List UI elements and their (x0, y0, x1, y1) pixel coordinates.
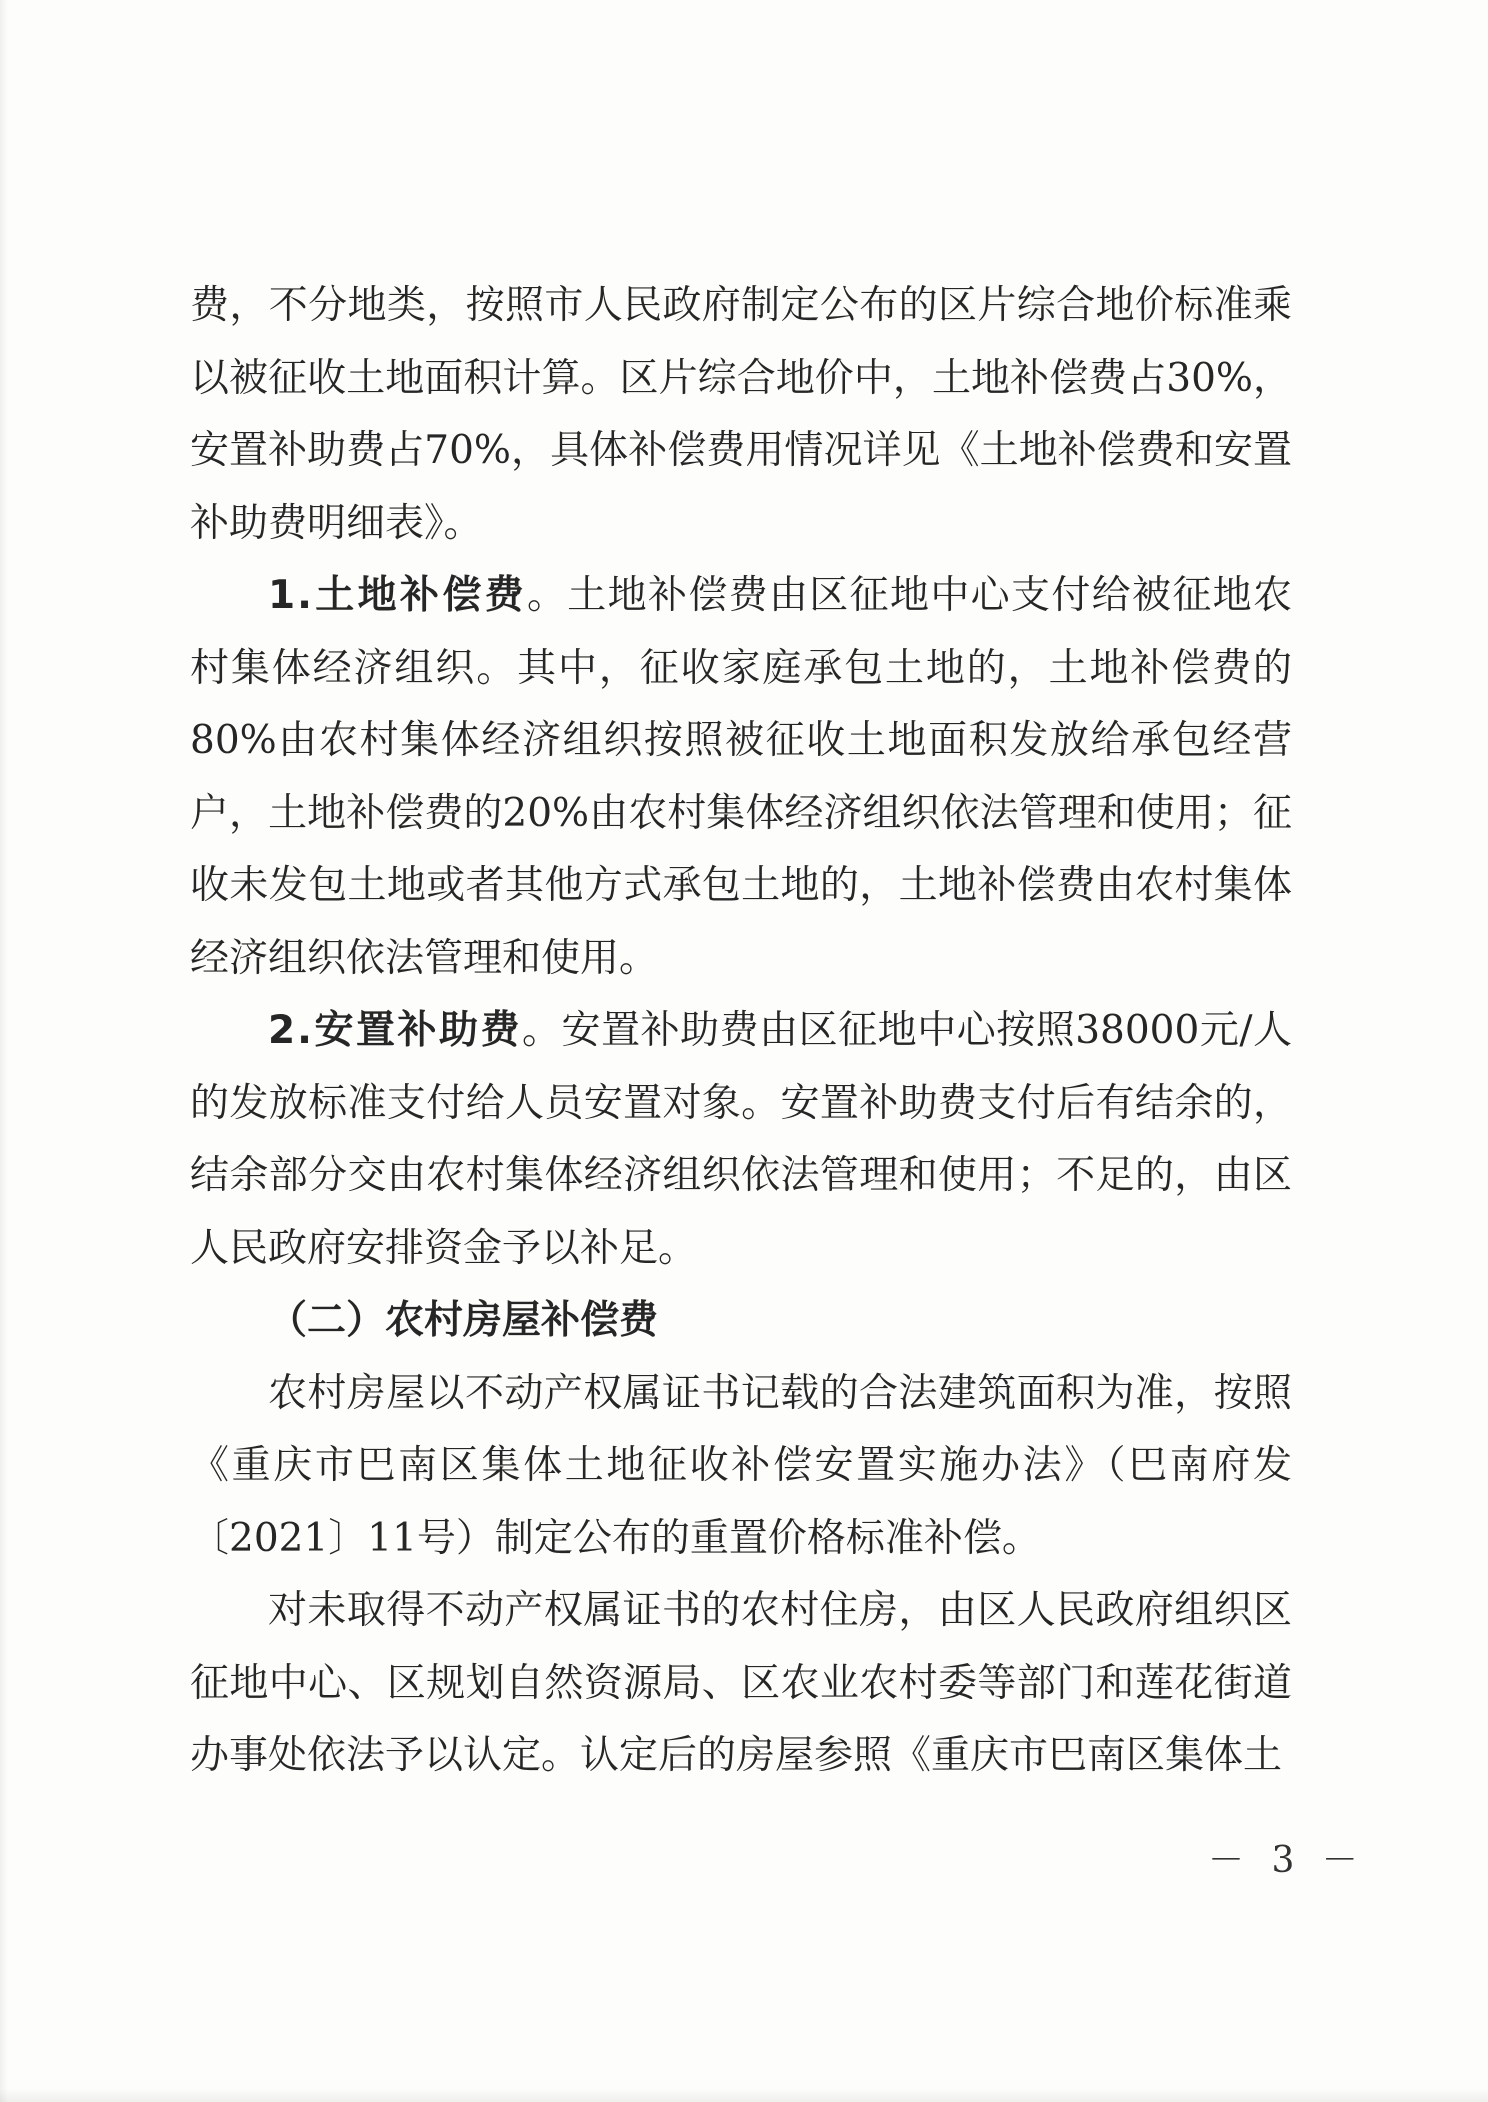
section-heading-rural-housing (190, 1285, 1292, 1358)
paragraph-rural-housing-standard (190, 1358, 1292, 1576)
paragraph-land-price-intro (190, 270, 1292, 560)
paragraph-resettlement-subsidy (190, 995, 1292, 1285)
paragraph-text: 。安置补助费由区征地中心按照38000元/人的发放标准支付给人员安置对象。安置补助费支付后有结余的，结余部分交由农村集体经济组织依法管理和使用；不足的，由区人民政府安排资金予以补足。 (190, 1008, 1292, 1271)
paragraph-text: 对未取得不动产权属证书的农村住房，由区人民政府组织区征地中心、区规划自然资源局、区农业农村委等部门和莲花街道办事处依法予以认定。认定后的房屋参照《重庆市巴南区集体土 (190, 1588, 1292, 1778)
paragraph-label: 2.安置补助费 (268, 1008, 523, 1053)
page-number: － 3 － (1208, 1840, 1366, 1881)
paragraph-label: 1.土地补偿费 (268, 573, 527, 618)
paragraph-uncertified-housing (190, 1575, 1292, 1793)
paragraph-text: 。土地补偿费由区征地中心支付给被征地农村集体经济组织。其中，征收家庭承包土地的，土地补偿费的80%由农村集体经济组织按照被征收土地面积发放给承包经营户，土地补偿费的20%由农村集体经济组织依法管理和使用；征收未发包土地或者其他方式承包土地的，土地补偿费由农村集体经济组织依法管理和使用。 (190, 573, 1292, 981)
section-heading-text: （二）农村房屋补偿费 (268, 1298, 659, 1343)
paragraph-text: 费，不分地类，按照市人民政府制定公布的区片综合地价标准乘以被征收土地面积计算。区片综合地价中，土地补偿费占30%，安置补助费占70%，具体补偿费用情况详见《土地补偿费和安置补助费明细表》。 (190, 283, 1292, 546)
paragraph-land-compensation (190, 560, 1292, 995)
document-body (190, 270, 1292, 1793)
paragraph-text: 农村房屋以不动产权属证书记载的合法建筑面积为准，按照《重庆市巴南区集体土地征收补偿安置实施办法》（巴南府发〔2021〕11号）制定公布的重置价格标准补偿。 (190, 1370, 1292, 1561)
